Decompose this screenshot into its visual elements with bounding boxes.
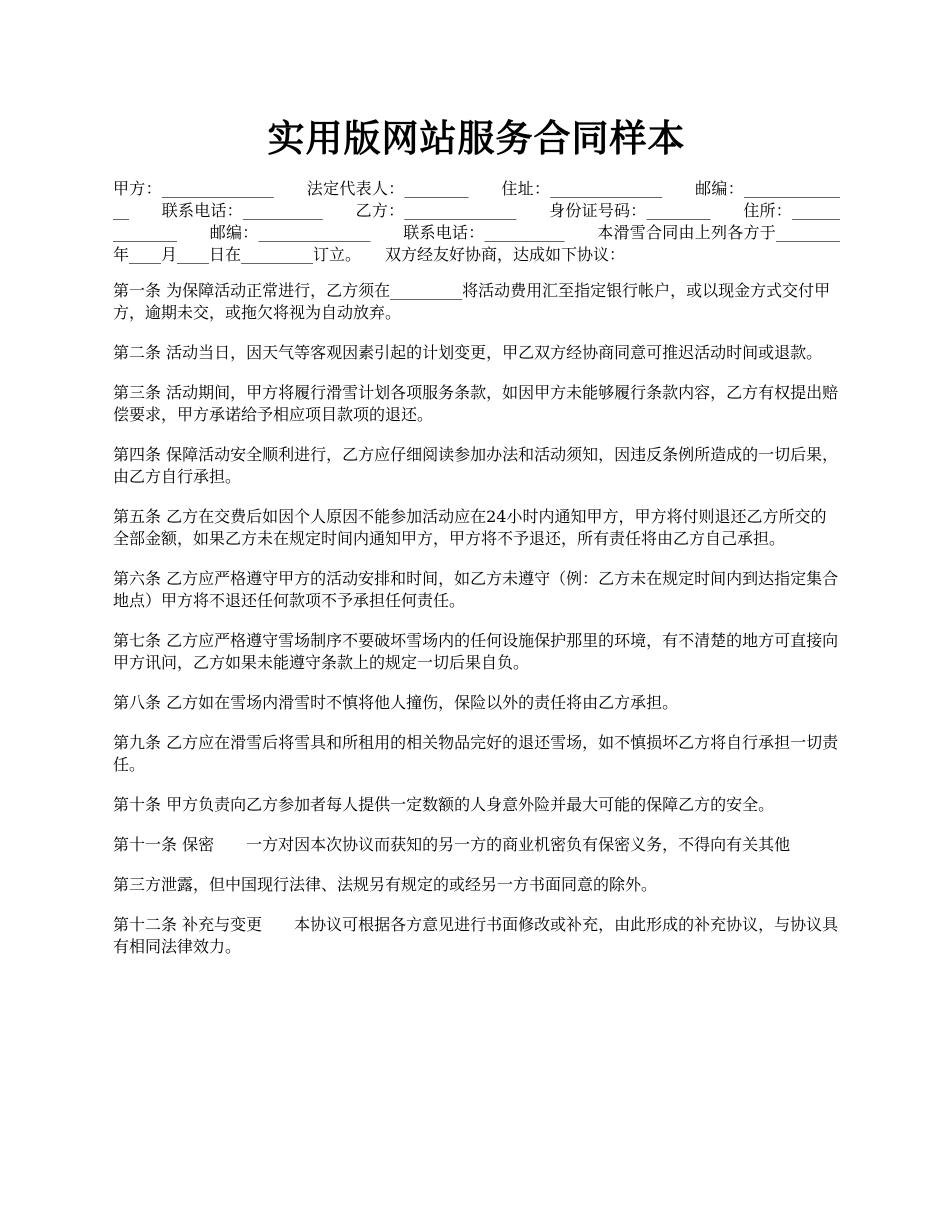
clause-9: 第九条 乙方应在滑雪后将雪具和所租用的相关物品完好的退还雪场，如不慎损坏乙方将自行承担一切责任。 xyxy=(113,733,839,774)
clause-2: 第二条 活动当日，因天气等客观因素引起的计划变更，甲乙双方经协商同意可推迟活动时间或退款。 xyxy=(113,343,823,362)
clause-10: 第十条 甲方负责向乙方参加者每人提供一定数额的人身意外险并最大可能的保障乙方的安全。 xyxy=(113,795,775,814)
clause-11-continued: 第三方泄露，但中国现行法律、法规另有规定的或经另一方书面同意的除外。 xyxy=(113,875,658,894)
clause-3: 第三条 活动期间，甲方将履行滑雪计划各项服务条款，如因甲方未能够履行条款内容，乙方有权提出赔偿要求，甲方承诺给予相应项目款项的退还。 xyxy=(113,383,839,424)
clause-5: 第五条 乙方在交费后如因个人原因不能参加活动应在24小时内通知甲方，甲方将付则退还乙方所交的全部金额，如果乙方未在规定时间内通知甲方，甲方将不予退还，所有责任将由乙方自己承担。 xyxy=(113,507,827,548)
clause-8: 第八条 乙方如在雪场内滑雪时不慎将他人撞伤，保险以外的责任将由乙方承担。 xyxy=(113,693,679,712)
clause-6: 第六条 乙方应严格遵守甲方的活动安排和时间，如乙方未遵守（例：乙方未在规定时间内到达指定集合地点）甲方将不退还任何款项不予承担任何责任。 xyxy=(113,569,839,610)
clause-1: 第一条 为保障活动正常进行，乙方须在_________将活动费用汇至指定银行帐户，或以现金方式交付甲方，逾期未交，或拖欠将视为自动放弃。 xyxy=(113,281,831,322)
clause-12: 第十二条 补充与变更 本协议可根据各方意见进行书面修改或补充，由此形成的补充协议，与协议具有相同法律效力。 xyxy=(113,915,839,956)
document-page xyxy=(113,112,840,976)
document-title: 实用版网站服务合同样本 xyxy=(267,116,686,160)
clause-4: 第四条 保障活动安全顺利进行，乙方应仔细阅读参加办法和活动须知，因违反条例所造成的一切后果，由乙方自行承担。 xyxy=(113,445,839,486)
clause-11: 第十一条 保密 一方对因本次协议而获知的另一方的商业机密负有保密义务，不得向有关其他 xyxy=(113,835,791,854)
clause-7: 第七条 乙方应严格遵守雪场制序不要破坏雪场内的任何设施保护那里的环境，有不清楚的地方可直接向甲方讯问，乙方如果未能遵守条款上的规定一切后果自负。 xyxy=(113,631,839,672)
parties-intro: 甲方：______________ 法定代表人：________ 住址：______________ 邮编：______________ 联系电话：__________ 乙方：______________ 身份证号码：________ 住所：______________ 邮编：______________ 联系电话：__________ 本滑雪合同由上列各方于________年____月____日在_________订立。 双方经友好协商，达成如下协议： xyxy=(113,179,840,264)
